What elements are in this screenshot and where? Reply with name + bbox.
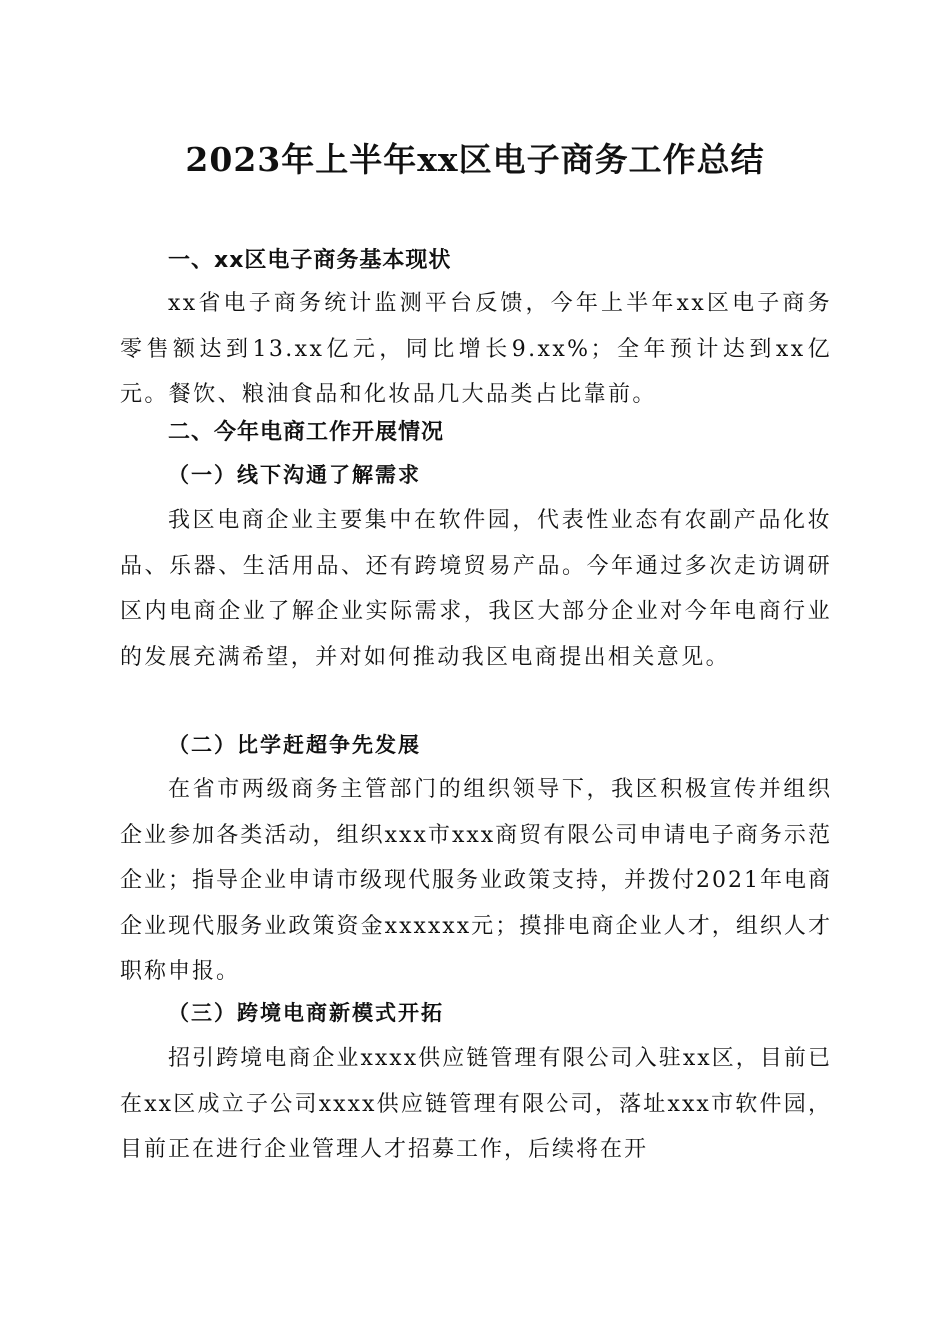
subsection-1-paragraph: 我区电商企业主要集中在软件园，代表性业态有农副产品化妆品、乐器、生活用品、还有跨境贸易产品。今年通过多次走访调研区内电商企业了解企业实际需求，我区大部分企业对今年电商行业的发展充满希望，并对如何推动我区电商提出相关意见。 (120, 508, 832, 670)
document-title: 2023年上半年xx区电子商务工作总结 (185, 140, 765, 179)
subsection-2-paragraph: 在省市两级商务主管部门的组织领导下，我区积极宣传并组织企业参加各类活动，组织xxx市xxx商贸有限公司申请电子商务示范企业；指导企业申请市级现代服务业政策支持，并拨付2021年电商企业现代服务业政策资金xxxxxx元；摸排电商企业人才，组织人才职称申报。 (120, 777, 832, 984)
section-1-paragraph-block (120, 281, 832, 418)
subsection-3-paragraph-block (120, 1036, 832, 1173)
subsection-3-heading: （三）跨境电商新模式开拓 (168, 1000, 444, 1025)
subsection-2-heading-block (120, 722, 832, 768)
section-2-heading: 二、今年电商工作开展情况 (168, 420, 445, 445)
subsection-2-heading: （二）比学赶超争先发展 (168, 732, 421, 757)
subsection-1-heading: （一）线下沟通了解需求 (168, 462, 421, 487)
section-1-paragraph: xx省电子商务统计监测平台反馈，今年上半年xx区电子商务零售额达到13.xx亿元，同比增长9.xx%；全年预计达到xx亿元。餐饮、粮油食品和化妆品几大品类占比靠前。 (120, 291, 832, 407)
subsection-1-heading-block (120, 452, 832, 498)
subsection-2-paragraph-block (120, 767, 832, 995)
subsection-3-heading-block (120, 990, 832, 1036)
section-1-heading: 一、xx区电子商务基本现状 (168, 248, 452, 273)
subsection-3-paragraph: 招引跨境电商企业xxxx供应链管理有限公司入驻xx区，目前已在xx区成立子公司xxxx供应链管理有限公司，落址xxx市软件园，目前正在进行企业管理人才招募工作，后续将在开 (120, 1046, 832, 1162)
section-2-heading-block (120, 410, 832, 456)
section-1-heading-block (120, 238, 832, 284)
subsection-1-paragraph-block (120, 498, 832, 680)
